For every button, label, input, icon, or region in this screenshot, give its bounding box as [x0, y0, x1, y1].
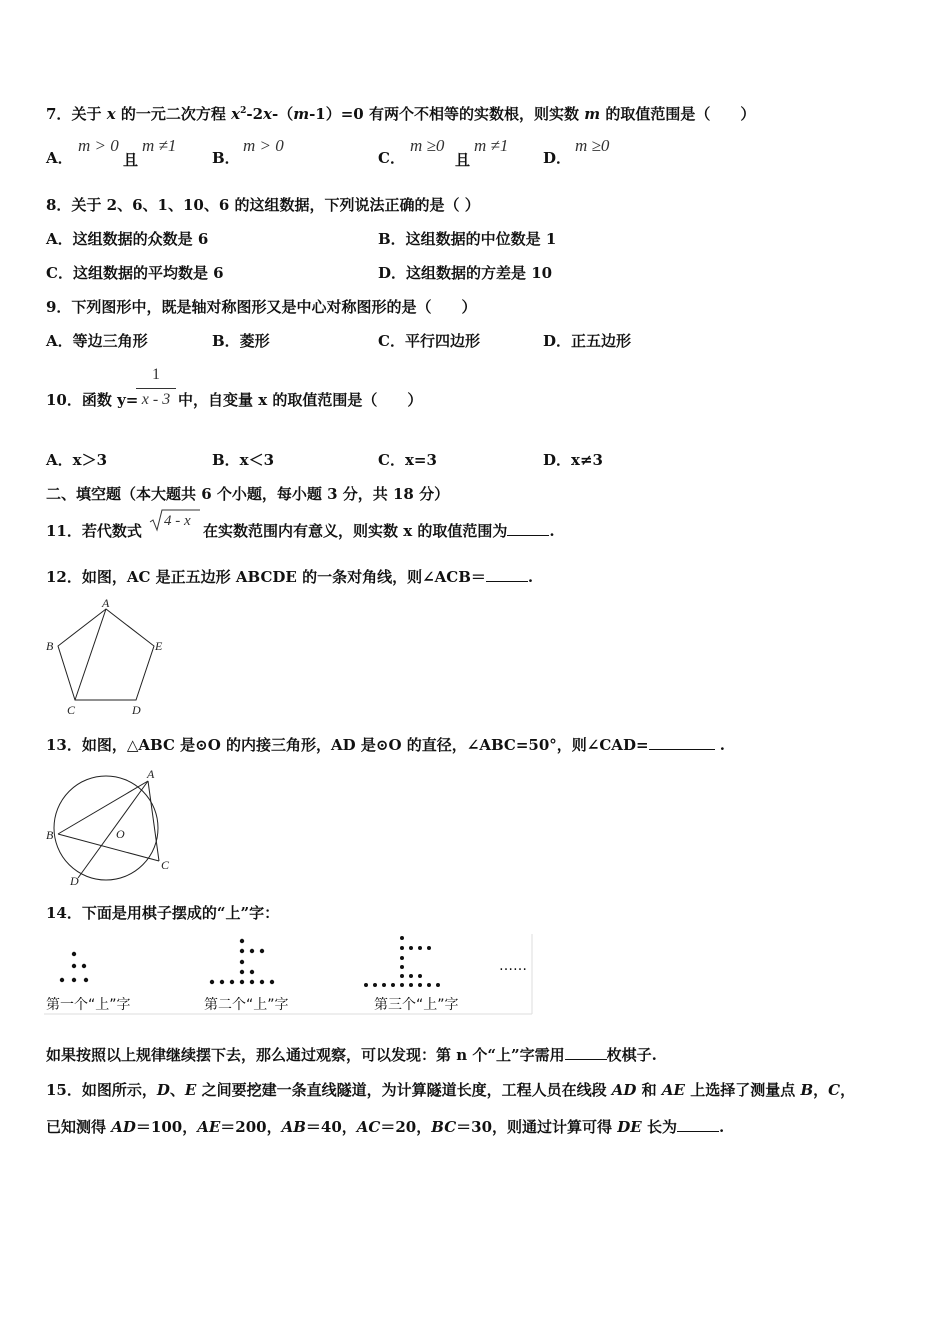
q14-ellipsis: ……: [499, 958, 527, 974]
q12-label-e: E: [155, 639, 163, 653]
q15-line-2-run: AE: [197, 1118, 221, 1136]
q12-label-d: D: [132, 703, 141, 717]
q15-line-2-run: AC: [356, 1118, 381, 1136]
q14-caption-3: 第三个“上”字: [374, 997, 459, 1013]
q12-label-a: A: [102, 596, 110, 610]
q11-stem-post: 在实数范围内有意义，则实数 x 的取值范围为 .: [203, 522, 555, 540]
q7-option-c-label: C．: [378, 149, 405, 167]
q11-radicand: 4 - x: [164, 513, 191, 529]
q12-label-b: B: [46, 639, 54, 653]
q14-caption-2: 第二个“上”字: [204, 997, 289, 1013]
q14-chess-figure: [44, 934, 536, 1014]
q15-line-1-run: 上选择了测量点: [684, 1081, 801, 1099]
q15-line-2-run: AD: [111, 1118, 136, 1136]
q15-line-1-run: B: [800, 1081, 814, 1099]
q13-circle-figure: [44, 766, 180, 890]
q8-option-a: A．这组数据的众数是 6: [46, 230, 209, 248]
q15-line-1-run: 、: [169, 1081, 185, 1099]
q15-line-2-run: ＝30，则通过计算可得: [456, 1118, 618, 1136]
q13-label-a: A: [147, 767, 155, 781]
q7-option-a-math1: m > 0: [78, 136, 119, 155]
q10-option-a: A．x＞3: [46, 451, 108, 469]
q10-fraction-bar: [136, 388, 176, 389]
q9-option-b: B．菱形: [212, 332, 270, 350]
q7-option-a-math2: m ≠1: [142, 136, 177, 155]
q15-line-1-run: 15．如图所示，: [46, 1081, 157, 1099]
q15-line-1: [46, 1080, 855, 1100]
q15-line-2-run: 已知测得: [46, 1118, 112, 1136]
q9-option-c: C．平行四边形: [378, 332, 480, 350]
q9-option-a: A．等边三角形: [46, 332, 148, 350]
q11-answer-blank[interactable]: [507, 521, 549, 536]
q14-followup: 如果按照以上规律继续摆下去，那么通过观察，可以发现：第 n 个“上”字需用 枚棋子.: [46, 1046, 657, 1064]
q10-option-d: D．x≠3: [543, 451, 603, 469]
q15-line-1-run: AD: [611, 1081, 637, 1099]
q15-line-2-run: DE: [617, 1118, 642, 1136]
q10-fraction-denominator: x - 3: [141, 391, 171, 408]
q10-option-b: B．x＜3: [212, 451, 275, 469]
q7-option-d-label: D．: [543, 149, 572, 167]
q7-option-a-label: A．: [46, 149, 73, 167]
q15-line-2-run: ＝20，: [380, 1118, 432, 1136]
q13-label-d: D: [70, 874, 79, 888]
q7-option-a-conj: 且: [123, 151, 139, 169]
q12-answer-blank[interactable]: [486, 567, 528, 582]
q15-line-1-run: AE: [661, 1081, 685, 1099]
q14-caption-1: 第一个“上”字: [46, 997, 131, 1013]
q12-stem: 12．如图，AC 是正五边形 ABCDE 的一条对角线，则∠ACB＝ .: [46, 568, 534, 586]
q11-stem-pre: 11．若代数式: [46, 522, 142, 540]
q7-option-c-math2: m ≠1: [474, 136, 509, 155]
q7-option-b-math: m > 0: [243, 136, 284, 155]
q15-line-2-run: ＝40，: [305, 1118, 357, 1136]
q15-line-1-run: D: [156, 1081, 170, 1099]
q15-line-1-run: 之间要挖建一条直线隧道，为计算隧道长度，工程人员在线段: [196, 1081, 612, 1099]
q15-line-1-run: C: [828, 1081, 841, 1099]
q7-option-b-label: B．: [212, 149, 240, 167]
q7-option-c-conj: 且: [455, 151, 471, 169]
q13-label-b: B: [46, 828, 54, 842]
q10-stem-post: 中，自变量 x 的取值范围是（ ）: [178, 391, 423, 409]
q15-answer-blank[interactable]: [677, 1117, 719, 1132]
q10-fraction-numerator: 1: [152, 366, 160, 383]
q14-stem: 14．下面是用棋子摆成的“上”字：: [46, 904, 280, 922]
q12-pentagon-figure: [44, 596, 174, 720]
q9-option-d: D．正五边形: [543, 332, 632, 350]
q15-line-2-run: AB: [281, 1118, 306, 1136]
q15-line-2-run: BC: [431, 1118, 457, 1136]
q10-stem-pre: 10．函数 y=: [46, 391, 139, 409]
q15-line-2-run: ＝200，: [220, 1118, 282, 1136]
q12-label-c: C: [67, 703, 76, 717]
q13-label-c: C: [161, 858, 170, 872]
q10-option-c: C．x=3: [378, 451, 437, 469]
q13-stem: 13．如图，△ABC 是⊙O 的内接三角形，AD 是⊙O 的直径，∠ABC=50°，则∠CAD= .: [46, 736, 725, 754]
q15-line-1-run: ，: [840, 1081, 856, 1099]
q8-option-c: C．这组数据的平均数是 6: [46, 264, 224, 282]
q13-label-o: O: [116, 827, 125, 841]
q13-answer-blank[interactable]: [649, 735, 715, 750]
q15-line-2-run: 长为: [641, 1118, 677, 1136]
q8-stem: 8．关于 2、6、1、10、6 的这组数据，下列说法正确的是（ ）: [46, 196, 480, 214]
q7-option-d-math: m ≥0: [575, 136, 610, 155]
q15-line-1-run: E: [184, 1081, 197, 1099]
q8-option-d: D．这组数据的方差是 10: [378, 264, 553, 282]
q9-stem: 9．下列图形中，既是轴对称图形又是中心对称图形的是（ ）: [46, 298, 477, 316]
section-2-heading: 二、填空题（本大题共 6 个小题，每小题 3 分，共 18 分）: [46, 485, 450, 503]
q15-line-1-run: ，: [813, 1081, 829, 1099]
q8-option-b: B．这组数据的中位数是 1: [378, 230, 557, 248]
q15-line-2-run: ＝100，: [135, 1118, 198, 1136]
q15-line-2: 已知测得 AD＝100，AE＝200，AB＝40，AC＝20，BC＝30，则通过计算可得 DE 长为 .: [46, 1118, 725, 1136]
q15-line-1-run: 和: [636, 1081, 662, 1099]
q7-stem: 7．关于 x 的一元二次方程 $x^2-2x-(m-1)=0$ 有两个不相等的实数根，则实数 m 的取值范围是（ ）: [46, 105, 756, 123]
q7-option-c-math1: m ≥0: [410, 136, 445, 155]
q14-answer-blank[interactable]: [565, 1045, 607, 1060]
